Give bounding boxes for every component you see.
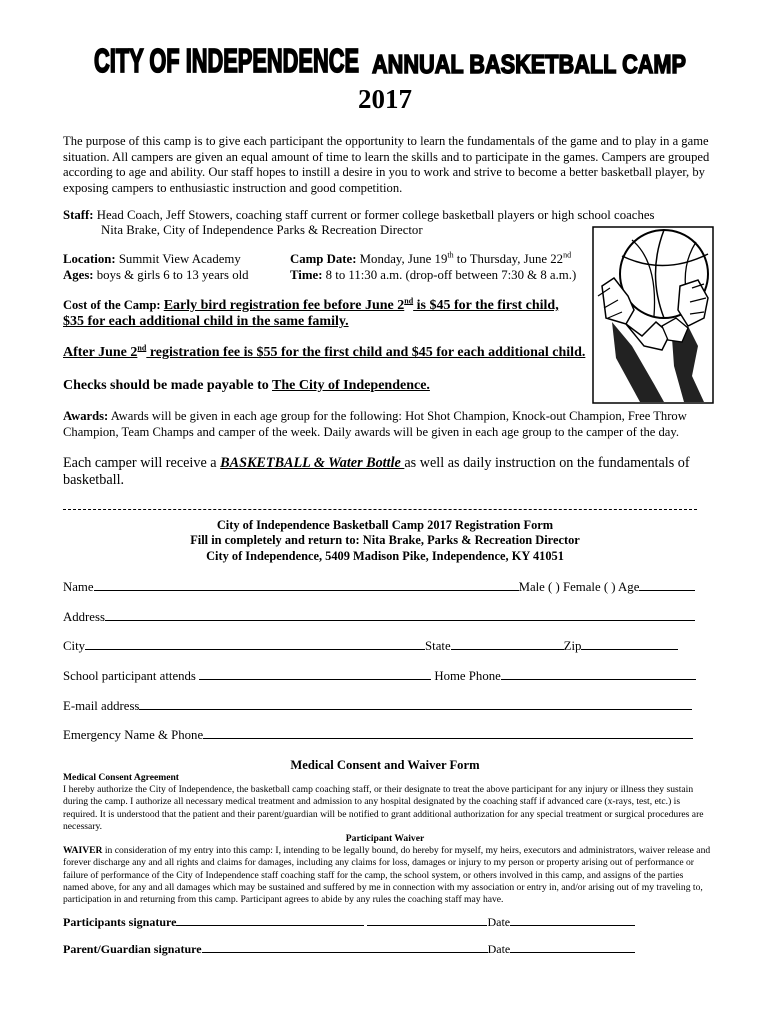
parent-signature-label: Parent/Guardian signature bbox=[63, 942, 202, 956]
registration-form-title: City of Independence Basketball Camp 2017 Registration Form bbox=[216, 518, 554, 532]
medical-agreement-title: Medical Consent Agreement bbox=[63, 772, 179, 783]
cost-early-a: Early bird registration fee before June 2 bbox=[163, 298, 405, 313]
camp-date-sup-a: th bbox=[447, 250, 454, 260]
staff-label: Staff: bbox=[63, 208, 94, 222]
school-field[interactable] bbox=[199, 669, 431, 680]
address-field[interactable] bbox=[105, 610, 695, 621]
time-line bbox=[290, 268, 576, 283]
cost-after-b: registration fee is $55 for the first child and $45 for each additional child. bbox=[146, 345, 586, 360]
school-row bbox=[63, 669, 696, 684]
home-phone-label: Home Phone bbox=[431, 669, 501, 683]
ages-value: boys & girls 6 to 13 years old bbox=[96, 268, 249, 282]
registration-return-line: Fill in completely and return to: Nita Brake, Parks & Recreation Director bbox=[190, 533, 580, 547]
camp-year: 2017 bbox=[358, 84, 412, 114]
purpose-paragraph: The purpose of this camp is to give each participant the opportunity to learn the fundamentals of the game and to play in a game situation. All campers are given an equal amount of time to learn the skills and to participate in the games. Campers are grouped according to age and ability. Our staff hopes to instill a desire in you to work and strive to become a better basketball player, by exposing campers to enthusiastic instruction and good competition. bbox=[63, 134, 710, 195]
time-value: 8 to 11:30 a.m. (drop-off between 7:30 & 8 a.m.) bbox=[325, 268, 577, 282]
basketball-hands-illustration bbox=[592, 226, 714, 404]
email-label: E-mail address bbox=[63, 699, 140, 713]
ages-label: Ages: bbox=[63, 268, 94, 282]
zip-field[interactable] bbox=[581, 639, 678, 650]
parent-date-label: Date bbox=[487, 942, 511, 956]
emergency-field[interactable] bbox=[203, 728, 693, 739]
camper-gift-paragraph bbox=[63, 455, 703, 489]
staff-line-2: Nita Brake, City of Independence Parks & Recreation Director bbox=[101, 223, 423, 237]
cost-label: Cost of the Camp: bbox=[63, 298, 164, 312]
camp-date-a: Monday, June 19 bbox=[359, 252, 448, 266]
name-field[interactable] bbox=[94, 580, 519, 591]
waiver-text: in consideration of my entry into this camp: I, intending to be legally bound, do hereby for myself, my heirs, executors and administrators, waiver release and forever discharge any and all rights and claims for damages, including any claims for loss, damages or injury to my person or property arising out of performance or failure of performance of the City of Independence staff coaching staff for the camp, the school system, or others involved in this camp, and assigns of the parties named above, for any and all damages which may be sustained and suffered by me in connection with my association or entry in, and/or arising out of my traveling to, participation in and returning from this camp. Participant agrees to abide by any rules the coaching staff may have. bbox=[63, 845, 711, 906]
participant-signature-field[interactable] bbox=[176, 915, 364, 926]
emergency-row bbox=[63, 728, 693, 743]
medical-agreement-text: I hereby authorize the City of Independence, the basketball camp coaching staff, or their designate to treat the above participant for any injury or illness they sustain during the camp. I authorize all necessary medical treatment and admission to any hospital designated by the coaching staff if advanced care (x-rays, test, etc.) is required. It is understood that the patient and their parent/guardian will be notified to grant additional authorization for any special treatment or surgical procedures are necessary. bbox=[63, 784, 704, 832]
city-field[interactable] bbox=[85, 639, 425, 650]
cost-after-sup: nd bbox=[137, 343, 147, 353]
gender-age-label: Male ( ) Female ( ) Age bbox=[518, 580, 640, 594]
cost-after-line bbox=[63, 345, 585, 361]
checks-line bbox=[63, 378, 430, 394]
title-part2: ANNUAL BASKETBALL CAMP bbox=[372, 49, 686, 79]
state-field[interactable] bbox=[451, 639, 564, 650]
registration-address-line: City of Independence, 5409 Madison Pike, Independence, KY 41051 bbox=[206, 549, 564, 563]
age-field[interactable] bbox=[639, 580, 695, 591]
waiver-paragraph bbox=[63, 845, 711, 906]
awards-text: Awards will be given in each age group for the following: Hot Shot Champion, Knock-out Champion, Free Throw Champion, Team Champs and camper of the week. Daily awards will be given in each age group to the camper of the day. bbox=[63, 409, 687, 439]
parent-signature-row bbox=[63, 942, 635, 957]
city-row bbox=[63, 639, 678, 654]
location-value: Summit View Academy bbox=[118, 252, 241, 266]
city-label: City bbox=[63, 639, 86, 653]
cost-additional-line: $35 for each additional child in the same family. bbox=[63, 314, 349, 329]
participant-waiver-title: Participant Waiver bbox=[345, 833, 425, 844]
cost-after-a: After June 2 bbox=[63, 345, 138, 360]
location-line bbox=[63, 252, 241, 267]
zip-label: Zip bbox=[563, 639, 582, 653]
name-label: Name bbox=[63, 580, 94, 594]
school-label: School participant attends bbox=[63, 669, 196, 683]
participant-signature-field-2[interactable] bbox=[367, 915, 487, 926]
cost-early-sup: nd bbox=[404, 296, 414, 306]
gift-text-a: Each camper will receive a bbox=[63, 455, 221, 471]
location-label: Location: bbox=[63, 252, 116, 266]
gift-items: BASKETBALL & Water Bottle bbox=[220, 455, 405, 471]
address-row bbox=[63, 610, 695, 625]
checks-text: Checks should be made payable to bbox=[63, 378, 273, 393]
medical-form-title: Medical Consent and Waiver Form bbox=[290, 758, 480, 772]
email-row bbox=[63, 699, 692, 714]
time-label: Time: bbox=[290, 268, 323, 282]
awards-label: Awards: bbox=[63, 409, 109, 423]
participant-signature-row bbox=[63, 915, 635, 930]
name-row bbox=[63, 580, 695, 595]
camp-title bbox=[90, 30, 690, 84]
participant-date-label: Date bbox=[487, 915, 511, 929]
camp-date-line bbox=[290, 252, 571, 267]
parent-signature-field[interactable] bbox=[202, 942, 488, 953]
emergency-label: Emergency Name & Phone bbox=[63, 728, 204, 742]
camp-date-sup-b: nd bbox=[563, 250, 572, 260]
email-field[interactable] bbox=[139, 699, 692, 710]
camp-date-b: to Thursday, June 22 bbox=[453, 252, 564, 266]
checks-payee: The City of Independence. bbox=[272, 378, 430, 393]
participant-date-field[interactable] bbox=[510, 915, 635, 926]
address-label: Address bbox=[63, 610, 105, 624]
cost-early-line bbox=[63, 298, 559, 314]
gift-text-c: as well as daily instruction on the fundamentals of basketball. bbox=[63, 455, 690, 488]
waiver-label: WAIVER bbox=[63, 845, 103, 856]
state-label: State bbox=[425, 639, 451, 653]
staff-head-coach: Head Coach, Jeff Stowers, coaching staff current or former college basketball players or high school coaches bbox=[96, 208, 655, 222]
cost-early-b: is $45 for the first child, bbox=[413, 298, 559, 313]
parent-date-field[interactable] bbox=[510, 942, 635, 953]
home-phone-field[interactable] bbox=[501, 669, 696, 680]
ages-line bbox=[63, 268, 249, 283]
cut-line-divider bbox=[63, 509, 697, 510]
participant-signature-label: Participants signature bbox=[63, 915, 177, 929]
title-part1: CITY OF INDEPENDENCE bbox=[94, 42, 359, 79]
camp-date-label: Camp Date: bbox=[290, 252, 357, 266]
awards-paragraph bbox=[63, 409, 708, 440]
staff-line-1 bbox=[63, 208, 655, 223]
